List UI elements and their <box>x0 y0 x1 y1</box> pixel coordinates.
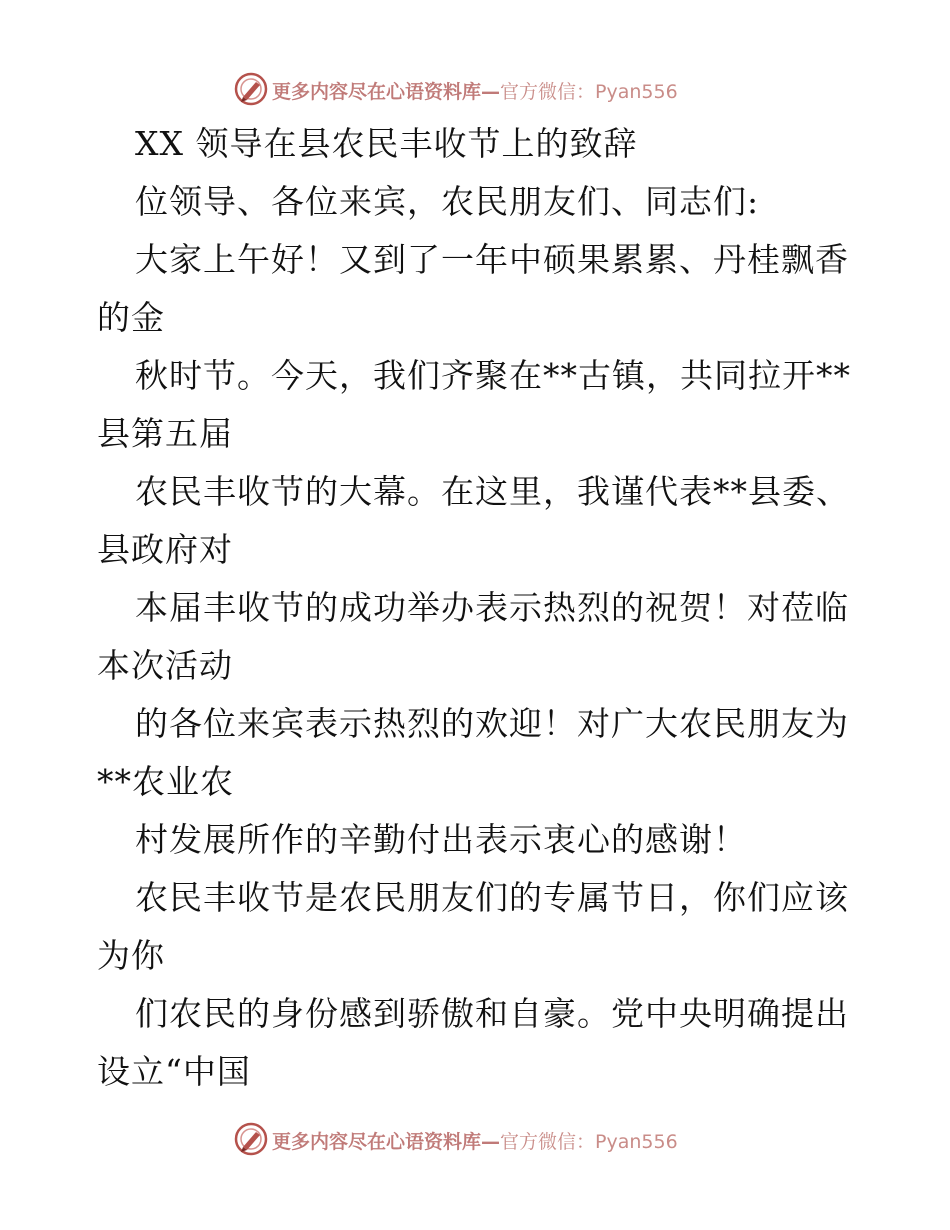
text-line: 为你 <box>97 936 165 975</box>
banner-wechat-text: 官方微信：Pyan556 <box>500 81 678 103</box>
banner-library-text: 更多内容尽在心语资料库— <box>272 81 501 103</box>
footer-banner <box>0 1120 950 1160</box>
text-line: 的金 <box>97 298 165 337</box>
text-line: 村发展所作的辛勤付出表示衷心的感谢！ <box>135 820 747 859</box>
text-line: 的各位来宾表示热烈的欢迎！对广大农民朋友为 <box>135 704 849 743</box>
banner-text <box>272 77 678 104</box>
text-line: **农业农 <box>97 762 234 801</box>
text-line: 本届丰收节的成功举办表示热烈的祝贺！对莅临 <box>135 588 849 627</box>
text-line: 们农民的身份感到骄傲和自豪。党中央明确提出 <box>135 994 849 1033</box>
header-banner <box>0 70 950 110</box>
pen-logo-icon <box>234 72 268 106</box>
text-line: 农民丰收节的大幕。在这里，我谨代表**县委、 <box>135 472 850 511</box>
text-line: 农民丰收节是农民朋友们的专属节日，你们应该 <box>135 878 849 917</box>
text-line: 位领导、各位来宾，农民朋友们、同志们: <box>135 182 760 221</box>
banner-wechat-text: 官方微信：Pyan556 <box>500 1131 678 1153</box>
document-body <box>97 115 857 1101</box>
text-line: 设立“中国 <box>97 1052 251 1091</box>
text-line: XX 领导在县农民丰收节上的致辞 <box>135 124 638 163</box>
banner-text <box>272 1127 678 1154</box>
banner-library-text: 更多内容尽在心语资料库— <box>272 1131 501 1153</box>
text-line: 秋时节。今天，我们齐聚在**古镇，共同拉开** <box>135 356 851 395</box>
pen-logo-icon <box>234 1122 268 1156</box>
text-line: 本次活动 <box>97 646 233 685</box>
text-line: 县政府对 <box>97 530 233 569</box>
text-line: 县第五届 <box>97 414 233 453</box>
text-line: 大家上午好！又到了一年中硕果累累、丹桂飘香 <box>135 240 849 279</box>
